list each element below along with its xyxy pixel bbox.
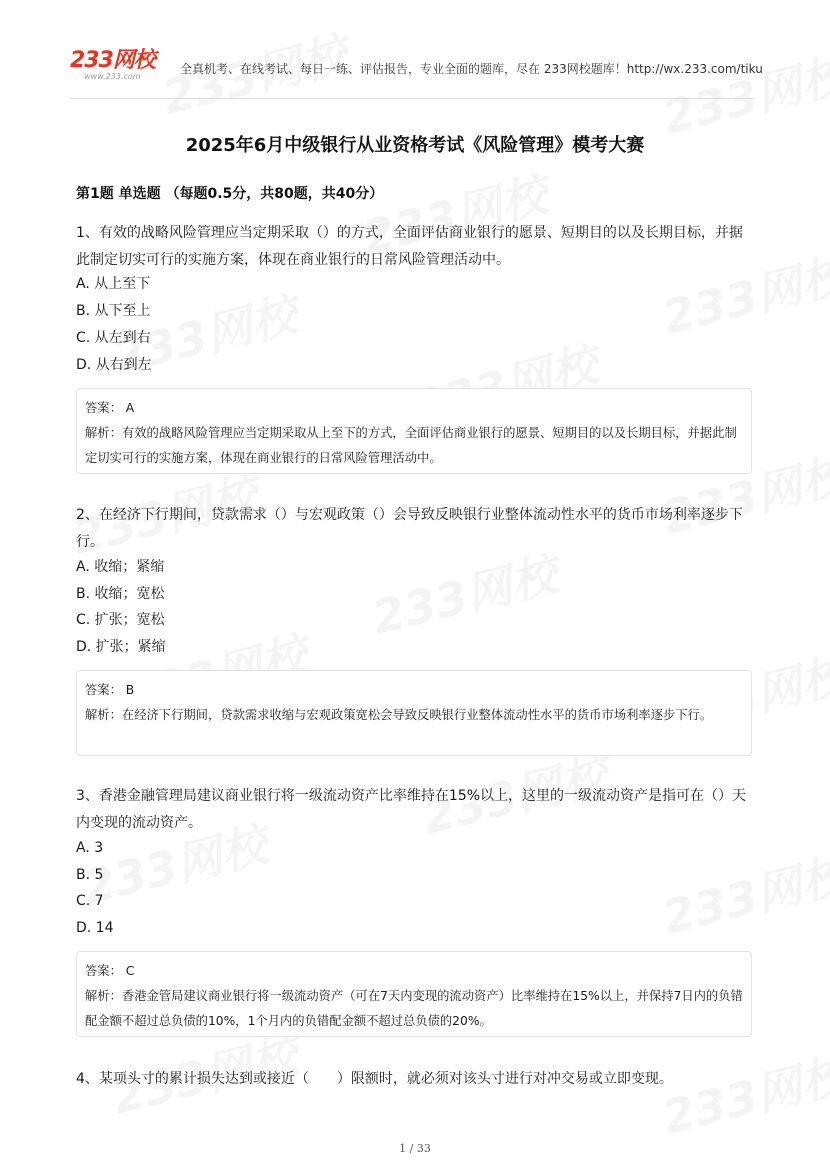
question-stem: 4、某项头寸的累计损失达到或接近（ ）限额时，就必须对该头寸进行对冲交易或立即变现。: [76, 1071, 673, 1087]
option-b: B. 收缩；宽松: [76, 586, 165, 602]
question-stem: 2、在经济下行期间，贷款需求（）与宏观政策（）会导致反映银行业整体流动性水平的货币市场利率逐步下行。: [76, 507, 743, 550]
option-a: A. 3: [76, 840, 104, 856]
answer-box: [76, 951, 752, 1037]
section-heading: 第1题 单选题 （每题0.5分，共80题，共40分）: [76, 186, 384, 202]
option-c: C. 扩张；宽松: [76, 612, 165, 628]
option-d: D. 14: [76, 920, 114, 936]
page-header: [0, 0, 830, 100]
header-divider: [70, 98, 754, 99]
logo-text: 233网校: [70, 48, 155, 73]
option-d: D. 从右到左: [76, 357, 152, 373]
answer-box: [76, 388, 752, 474]
page-title: 2025年6月中级银行从业资格考试《风险管理》模考大赛: [185, 135, 645, 156]
answer-analysis: 解析：在经济下行期间，贷款需求收缩与宏观政策宽松会导致反映银行业整体流动性水平的货币市场利率逐步下行。: [85, 708, 713, 722]
logo-subtext: www.233.com: [84, 72, 141, 81]
answer-analysis: 解析：香港金管局建议商业银行将一级流动资产（可在7天内变现的流动资产）比率维持在15%以上，并保持7日内的负错配金额不超过总负债的10%，1个月内的负错配金额不超过总负债的20%。: [85, 989, 743, 1028]
watermark: [655, 1038, 830, 1148]
answer-label: 答案： A: [85, 401, 135, 415]
question-stem: 1、有效的战略风险管理应当定期采取（）的方式，全面评估商业银行的愿景、短期目的以及长期目标，并据此制定切实可行的实施方案，体现在商业银行的日常风险管理活动中。: [76, 225, 743, 268]
option-a: A. 收缩；紧缩: [76, 559, 165, 575]
header-slogan: 全真机考、在线考试、每日一练、评估报告，专业全面的题库，尽在 233网校题库！http://wx.233.com/tiku: [180, 62, 763, 76]
option-b: B. 5: [76, 867, 104, 883]
option-b: B. 从下至上: [76, 303, 151, 319]
watermark: [655, 838, 830, 948]
answer-analysis: 解析：有效的战略风险管理应当定期采取从上至下的方式，全面评估商业银行的愿景、短期目的以及长期目标，并据此制定切实可行的实施方案，体现在商业银行的日常风险管理活动中。: [85, 426, 737, 465]
question-stem: 3、香港金融管理局建议商业银行将一级流动资产比率维持在15%以上，这里的一级流动资产是指可在（）天内变现的流动资产。: [76, 788, 747, 831]
page-number: 1 / 33: [399, 1142, 431, 1155]
answer-box: [76, 670, 752, 756]
answer-label: 答案： B: [85, 683, 135, 697]
option-c: C. 从左到右: [76, 330, 151, 346]
answer-label: 答案： C: [85, 964, 135, 978]
site-logo[interactable]: [70, 50, 155, 81]
option-d: D. 扩张；紧缩: [76, 639, 166, 655]
option-a: A. 从上至下: [76, 276, 151, 292]
option-c: C. 7: [76, 893, 104, 909]
